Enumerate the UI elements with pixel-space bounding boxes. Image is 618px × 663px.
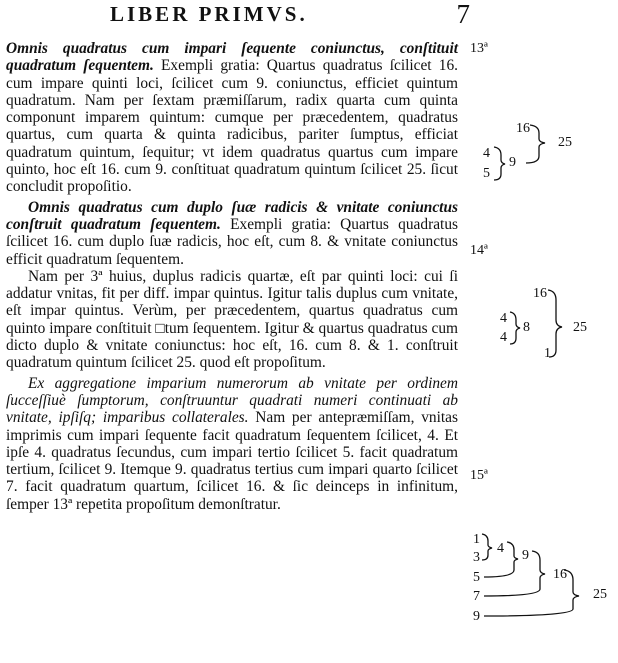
- running-title: LIBER PRIMVS.: [110, 2, 308, 26]
- proposition-14-enunciation: Omnis quadratus cum duplo ſuæ radicis & vnitate coniunctus conſtruit quadratum ſequentem.: [6, 198, 458, 233]
- proposition-14-demonstration: [6, 268, 458, 372]
- proposition-13-proof: Exempli gratia: Quartus quadratus ſcilicet 16. cum impare quinti loci, ſcilicet cum 9. coniunctus, efficiet quintum quadratum. Nam per ſextam præmiſſarum, radix quarta cum quinta componunt imparem quintum: cumque per præcedentem, quadratus quartus, cum quarta & quinta radicibus, pariter ſumptus, efficiat quadratum quintum, ſequitur; vt idem quadratus quartus cum impare quinto, hoc eſt 16. cum 9. conſtituat quadratum quintum ſcilicet 25. ſicut concludit propoſitio.: [6, 57, 458, 196]
- diagram3-five: 5: [473, 570, 480, 585]
- proposition-14-example: Exempli gratia: Quartus quadratus ſcilicet 16. cum duplo ſuæ radicis, hoc eſt, cum 8. & vnitate coniunctus efficit quadratum ſequentem.: [6, 215, 458, 268]
- proposition-15-enunciation: Ex aggregatione imparium numerorum ab vnitate per ordinem ſucceſſiuè ſumptorum, conſtruuntur quadrati numeri continuati ab vnitate, ipſiſq; imparibus collaterales.: [6, 374, 458, 427]
- diagram-prop-15: [473, 532, 607, 624]
- diagram1-brace-small: [494, 147, 505, 180]
- diagram3-one: 1: [473, 532, 480, 547]
- diagram3-three: 3: [473, 550, 480, 565]
- proposition-14-proof: Nam per 3ª huius, duplus radicis quartæ, eſt par quinti loci: cui ſi addatur vnitas, fit per diff. impar quintus. Igitur talis duplus cum vnitate, eſt impar quintus. Verùm, per præcedentem, quartus quadratus cum quinto impare conſtituit □tum ſequentem. Igitur & quartus quadratus cum dicto duplo & vnitate coniunctus: hoc eſt, 16. cum 8. & 1. conſtruit quadratum quintum ſcilicet 25. quod eſt propoſitum.: [6, 267, 458, 372]
- diagram3-brace-1-3: [482, 534, 492, 560]
- diagram1-nine: 9: [509, 155, 516, 170]
- main-text: [6, 40, 458, 513]
- diagram2-twentyfive: 25: [573, 320, 587, 335]
- diagram3-four: 4: [497, 541, 504, 556]
- diagram2-four-b: 4: [500, 330, 507, 345]
- diagram3-nine-sum: 9: [522, 548, 529, 563]
- diagram-prop-14: [500, 286, 587, 361]
- running-header: [110, 2, 470, 27]
- proposition-13-enunciation: Omnis quadratus cum impari ſequente coniunctus, conſtituit quadratum ſequentem.: [6, 40, 458, 75]
- diagram1-five: 5: [483, 166, 490, 181]
- diagram2-one: 1: [544, 346, 551, 361]
- margin-number-14: 14ª: [470, 243, 488, 258]
- diagram1-twentyfive: 25: [558, 135, 572, 150]
- diagram2-brace-large: [548, 290, 562, 357]
- diagram1-four: 4: [483, 146, 490, 161]
- diagram2-eight: 8: [523, 320, 530, 335]
- diagram2-four-a: 4: [500, 311, 507, 326]
- diagram3-sixteen: 16: [553, 567, 567, 582]
- margin-number-15: 15ª: [470, 468, 488, 483]
- diagram1-brace-large: [526, 125, 545, 163]
- diagram3-brace-9-7: [484, 551, 545, 596]
- diagram3-nine: 9: [473, 609, 480, 624]
- diagram1-sixteen: 16: [516, 121, 530, 136]
- page-number: 7: [456, 0, 470, 29]
- margin-number-13: 13ª: [470, 41, 488, 56]
- diagram2-sixteen: 16: [533, 286, 547, 301]
- proposition-14: [6, 199, 458, 268]
- diagram3-brace-4-5: [484, 542, 518, 577]
- diagram2-brace-small: [510, 312, 520, 344]
- diagram3-brace-16-9: [484, 570, 579, 616]
- proposition-13: [6, 40, 458, 196]
- proposition-15-proof: Nam per antepræmiſſam, vnitas imprimis cum impari ſequente facit quadratum ſequentem ſcilicet, 4. Et ipſe 4. quadratus ſecundus, cum impari tertio ſcilicet 5. facit quadratum tertium, ſcilicet 9. Itemque 9. quadratus tertius cum impari quarto ſcilicet 7. facit quadratum quartum, ſcilicet 16. & ſic deinceps in infinitum, ſemper 13ª repetita propoſitum demonſtratur.: [6, 409, 458, 513]
- diagram3-seven: 7: [473, 589, 480, 604]
- proposition-15: [6, 375, 458, 513]
- diagram3-twentyfive: 25: [593, 587, 607, 602]
- diagram-prop-13: [483, 121, 572, 181]
